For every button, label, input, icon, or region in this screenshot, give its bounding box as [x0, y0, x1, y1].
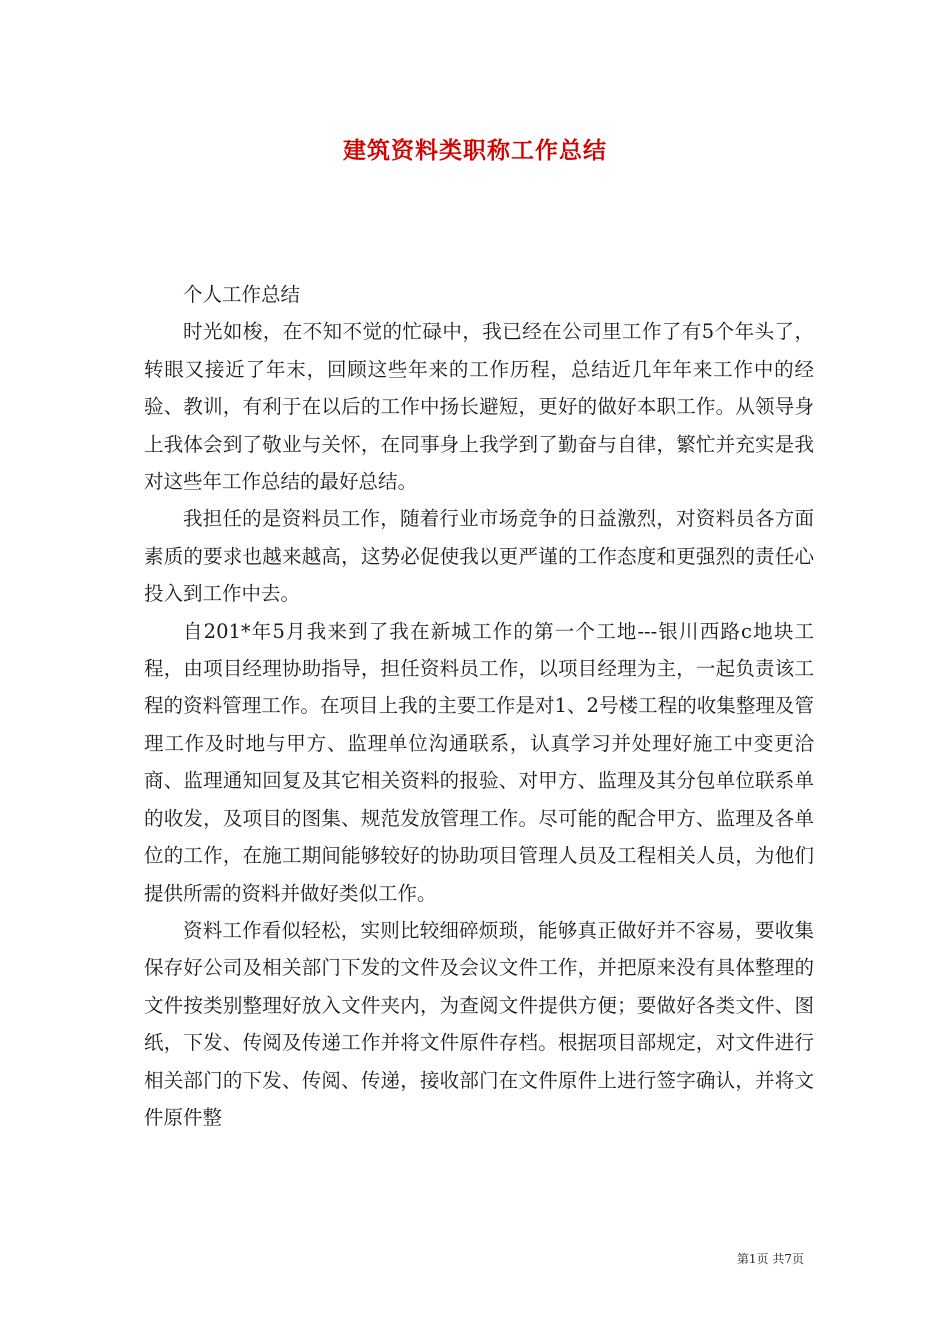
- section-heading: 个人工作总结: [183, 283, 301, 306]
- paragraph-1: 时光如梭，在不知不觉的忙碌中，我已经在公司里工作了有5个年头了，转眼又接近了年末，回顾这些年来的工作历程，总结近几年年来工作中的经验、教训，有利于在以后的工作中扬长避短，更好的做好本职工作。从领导身上我体会到了敬业与关怀，在同事身上我学到了勤奋与自律，繁忙并充实是我对这些年工作总结的最好总结。: [144, 320, 814, 494]
- document-body: [144, 276, 814, 1136]
- paragraph-3: 自201*年5月我来到了我在新城工作的第一个工地---银川西路c地块工程，由项目经理协助指导，担任资料员工作，以项目经理为主，一起负责该工程的资料管理工作。在项目上我的主要工作是对1、2号楼工程的收集整理及管理工作及时地与甲方、监理单位沟通联系，认真学习并处理好施工中变更洽商、监理通知回复及其它相关资料的报验、对甲方、监理及其分包单位联系单的收发，及项目的图集、规范发放管理工作。尽可能的配合甲方、监理及各单位的工作，在施工期间能够较好的协助项目管理人员及工程相关人员，为他们提供所需的资料并做好类似工作。: [144, 619, 814, 905]
- paragraph-2: 我担任的是资料员工作，随着行业市场竞争的日益激烈，对资料员各方面素质的要求也越来越高，这势必促使我以更严谨的工作态度和更强烈的责任心投入到工作中去。: [144, 507, 814, 606]
- paragraph-4: 资料工作看似轻松，实则比较细碎烦琐，能够真正做好并不容易，要收集保存好公司及相关部门下发的文件及会议文件工作，并把原来没有具体整理的文件按类别整理好放入文件夹内，为查阅文件提供方便；要做好各类文件、图纸，下发、传阅及传递工作并将文件原件存档。根据项目部规定，对文件进行相关部门的下发、传阅、传递，接收部门在文件原件上进行签字确认，并将文件原件整: [144, 918, 814, 1129]
- document-title: 建筑资料类职称工作总结: [343, 137, 607, 164]
- page-number-footer: 第1页 共7页: [736, 1252, 804, 1266]
